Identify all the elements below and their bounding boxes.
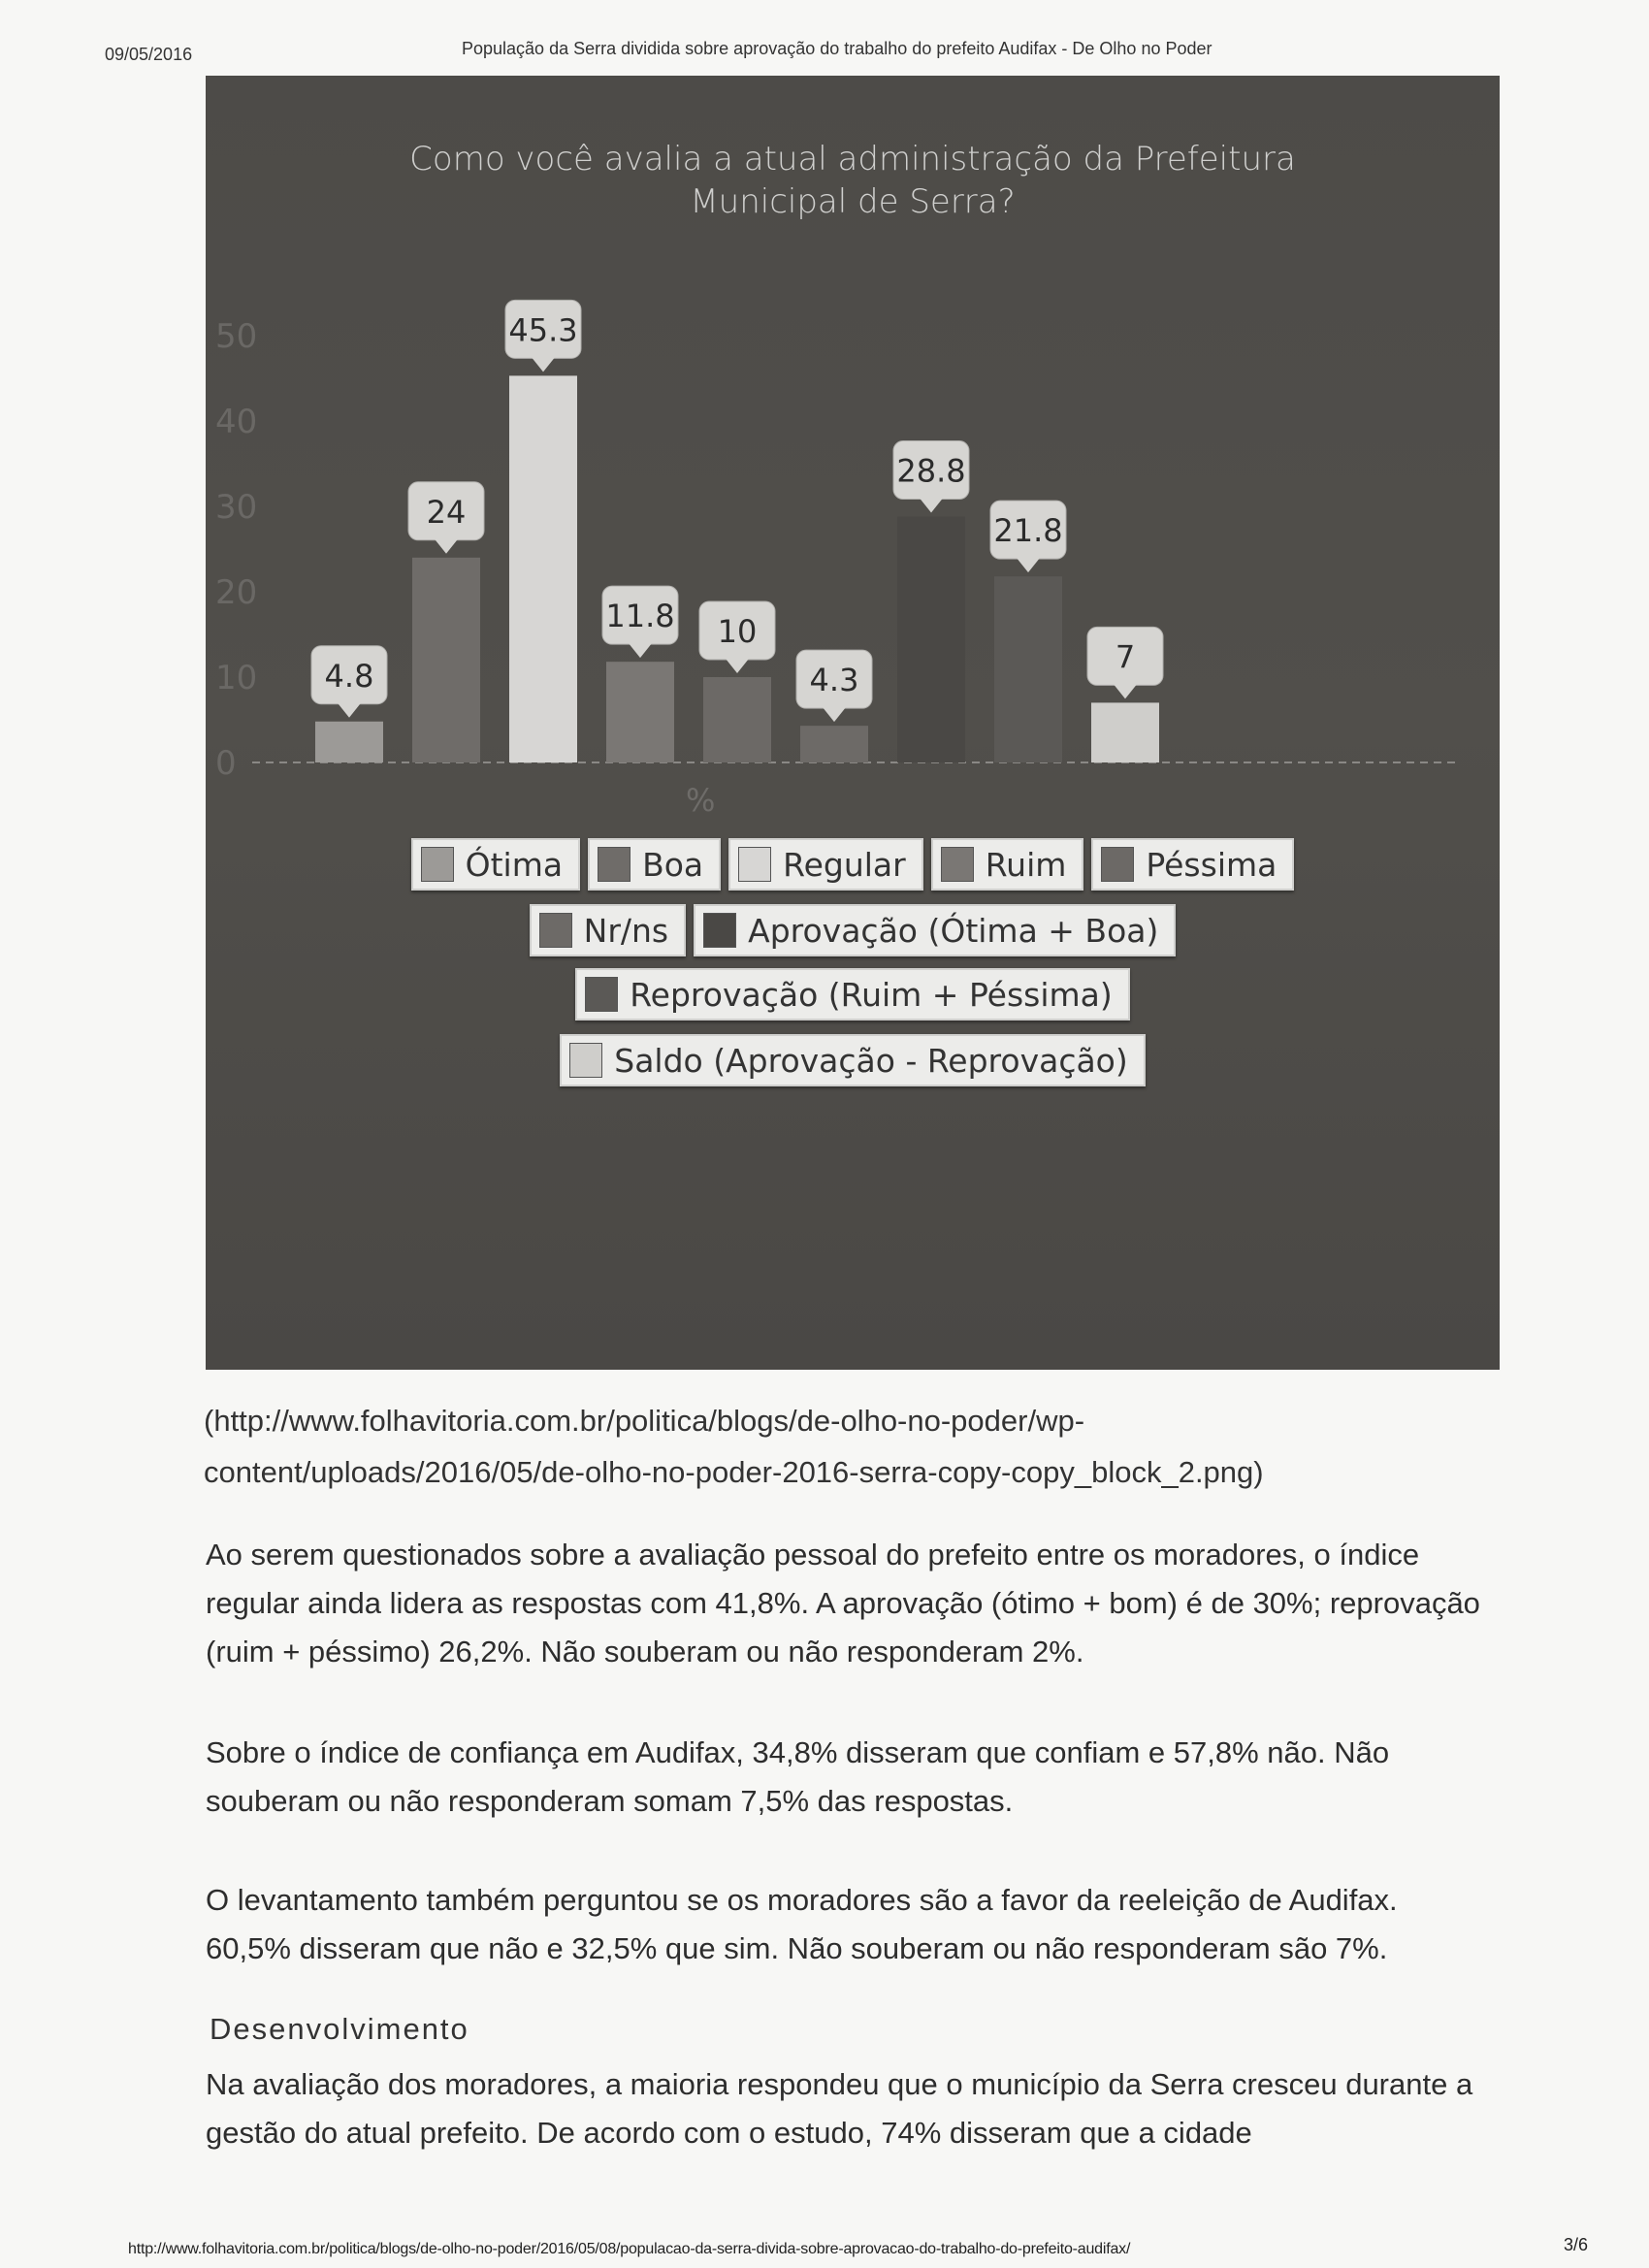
bar (994, 576, 1062, 762)
legend-swatch (585, 977, 618, 1012)
legend-item (694, 904, 1176, 956)
legend-item (1091, 838, 1294, 891)
data-label: 4.3 (809, 662, 859, 699)
paragraph-1: Ao serem questionados sobre a avaliação pessoal do prefeito entre os moradores, o índice regular ainda lidera as respostas com 41,8%. A aprovação (ótimo + bom) é de 30%; reprovação (ruim + péssimo) 26,2%. Não souberam ou não responderam 2%. (206, 1538, 1480, 1669)
print-page-title: População da Serra dividida sobre aprovação do trabalho do prefeito Audifax - De Olho no Poder (462, 39, 1212, 58)
legend-label: Ruim (985, 845, 1067, 884)
paragraph-4: Na avaliação dos moradores, a maioria respondeu que o município da Serra cresceu durante a gestão do atual prefeito. De acordo com o estudo, 74% disseram que a cidade (206, 2067, 1473, 2150)
data-label-bubble (408, 482, 484, 554)
y-tick-label: 40 (215, 403, 258, 441)
page-number: 3/6 (1564, 2235, 1589, 2254)
image-source-link[interactable]: (http://www.folhavitoria.com.br/politica/blogs/de-olho-no-poder/wp-content/uploads/2016/05/de-olho-no-poder-2016-serra-copy-copy_block_2.png) (204, 1404, 1264, 1489)
chart-title-line2: Municipal de Serra? (690, 182, 1016, 221)
legend-swatch (941, 847, 974, 882)
bar (897, 517, 965, 762)
legend-swatch (539, 913, 572, 948)
bar (315, 722, 383, 762)
legend-item (575, 968, 1130, 1021)
y-tick-label: 10 (215, 659, 258, 697)
legend-label: Péssima (1146, 845, 1277, 884)
legend-swatch (1101, 847, 1134, 882)
legend-label: Regular (783, 845, 906, 884)
legend-label: Saldo (Aprovação - Reprovação) (614, 1041, 1128, 1080)
bar (1091, 702, 1159, 762)
data-label-bubble (893, 441, 969, 513)
print-header (0, 39, 1649, 68)
data-label-bubble (311, 646, 387, 718)
y-tick-label: 0 (215, 744, 237, 783)
legend-item (560, 1034, 1146, 1086)
data-label-bubble (602, 586, 678, 658)
print-url: http://www.folhavitoria.com.br/politica/blogs/de-olho-no-poder/2016/05/08/populacao-da-serra-divida-sobre-aprovacao-do-trabalho-do-prefeito-audifax/ (128, 2241, 1131, 2257)
data-label: 10 (717, 613, 758, 650)
data-label: 7 (1115, 638, 1136, 676)
chart-title-line1: Como você avalia a atual administração da Prefeitura (409, 140, 1296, 178)
data-label-bubble (990, 501, 1066, 572)
legend-swatch (569, 1043, 602, 1078)
legend-item (530, 904, 686, 956)
data-label: 4.8 (324, 657, 374, 695)
y-tick-label: 50 (215, 317, 258, 356)
legend-label: Ótima (465, 845, 564, 884)
chart-image (206, 76, 1500, 1370)
data-label: 24 (426, 493, 467, 531)
legend-item (411, 838, 580, 891)
legend-swatch (598, 847, 630, 882)
legend-swatch (421, 847, 454, 882)
legend-item (588, 838, 721, 891)
data-label: 28.8 (896, 452, 966, 490)
paragraph-2: Sobre o índice de confiança em Audifax, 34,8% disseram que confiam e 57,8% não. Não souberam ou não responderam somam 7,5% das respostas. (206, 1735, 1390, 1818)
data-label: 21.8 (993, 512, 1063, 550)
data-label: 45.3 (508, 311, 578, 349)
legend-swatch (703, 913, 736, 948)
data-label-bubble (699, 601, 775, 673)
legend-label: Aprovação (Ótima + Boa) (748, 911, 1159, 950)
legend-row (206, 904, 1500, 956)
data-label-bubble (1087, 627, 1163, 698)
legend-label: Nr/ns (583, 911, 669, 950)
bar (412, 558, 480, 762)
paragraph-3: O levantamento também perguntou se os moradores são a favor da reeleição de Audifax. 60,5% disseram que não e 32,5% que sim. Não souberam ou não responderam são 7%. (206, 1883, 1398, 1965)
bar-chart (206, 76, 1500, 1370)
data-label: 11.8 (605, 598, 675, 635)
legend-row (206, 1034, 1500, 1086)
section-heading: Desenvolvimento (210, 2012, 469, 2046)
bar (800, 726, 868, 762)
legend-item (728, 838, 923, 891)
legend-label: Reprovação (Ruim + Péssima) (630, 975, 1113, 1014)
y-tick-label: 20 (215, 573, 258, 612)
x-axis-label: % (686, 782, 716, 819)
bar (509, 375, 577, 762)
print-date: 09/05/2016 (105, 45, 193, 64)
y-tick-label: 30 (215, 488, 258, 527)
legend-row (206, 968, 1500, 1021)
legend-item (931, 838, 1084, 891)
legend-label: Boa (642, 845, 704, 884)
data-label-bubble (505, 300, 581, 372)
bar (703, 677, 771, 762)
legend-swatch (738, 847, 771, 882)
legend-row (206, 838, 1500, 891)
data-label-bubble (796, 650, 872, 722)
bar (606, 662, 674, 762)
